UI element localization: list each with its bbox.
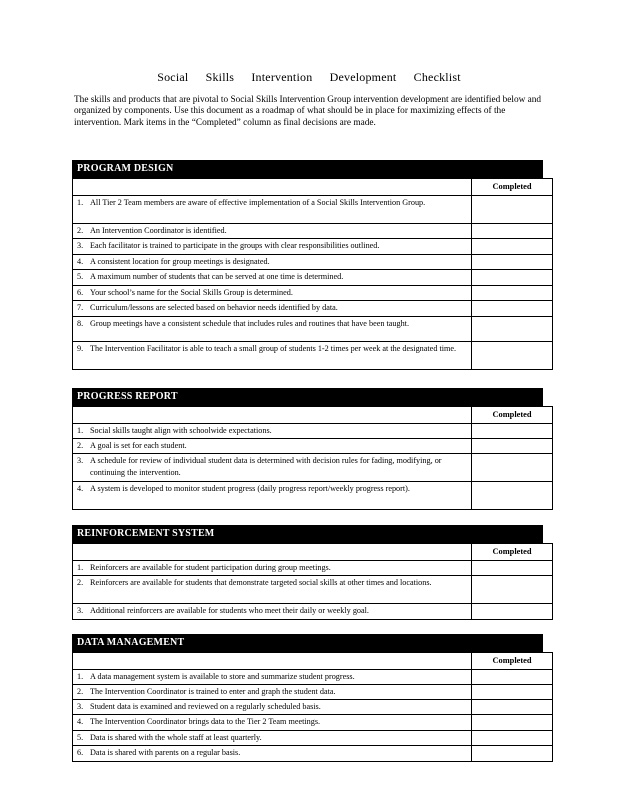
checklist-item [73, 715, 472, 731]
checklist-item [73, 196, 472, 224]
checklist-item [73, 439, 472, 454]
item-number: 5. [77, 733, 84, 742]
completed-checkbox-cell[interactable] [472, 746, 553, 762]
completed-checkbox-cell[interactable] [472, 255, 553, 270]
checklist-item [73, 454, 472, 482]
header-blank-cell [73, 407, 472, 424]
item-text: A goal is set for each student. [90, 441, 187, 450]
completed-checkbox-cell[interactable] [472, 224, 553, 239]
item-text: All Tier 2 Team members are aware of effective implementation of a Social Skills Intervention Group. [90, 198, 426, 207]
item-number: 2. [77, 687, 84, 696]
table-row [73, 342, 553, 370]
completed-checkbox-cell[interactable] [472, 342, 553, 370]
item-text: The Intervention Facilitator is able to teach a small group of students 1-2 times per week at the designated time. [90, 344, 457, 353]
completed-checkbox-cell[interactable] [472, 270, 553, 286]
item-number: 2. [77, 226, 84, 235]
completed-column-header: Completed [472, 544, 553, 561]
item-number: 3. [77, 456, 84, 465]
table-row [73, 286, 553, 301]
completed-checkbox-cell[interactable] [472, 685, 553, 700]
completed-checkbox-cell[interactable] [472, 700, 553, 715]
item-number: 1. [77, 198, 84, 207]
item-text: An Intervention Coordinator is identified. [90, 226, 227, 235]
completed-checkbox-cell[interactable] [472, 482, 553, 510]
section-heading: PROGRESS REPORT [72, 388, 543, 406]
checklist-item [73, 317, 472, 342]
table-header-row [73, 544, 553, 561]
item-text: Student data is examined and reviewed on a regularly scheduled basis. [90, 702, 321, 711]
section-heading: DATA MANAGEMENT [72, 634, 543, 652]
table-row [73, 224, 553, 239]
item-number: 4. [77, 257, 84, 266]
checklist-item [73, 482, 472, 510]
table-row [73, 424, 553, 439]
header-blank-cell [73, 653, 472, 670]
item-text: A maximum number of students that can be served at one time is determined. [90, 272, 344, 281]
item-number: 7. [77, 303, 84, 312]
table-row [73, 746, 553, 762]
completed-checkbox-cell[interactable] [472, 731, 553, 746]
document-title: Social Skills Intervention Development Checklist [157, 70, 461, 84]
table-header-row [73, 407, 553, 424]
item-text: Data is shared with the whole staff at least quarterly. [90, 733, 262, 742]
table-row [73, 270, 553, 286]
checklist-item [73, 224, 472, 239]
table-row [73, 317, 553, 342]
item-number: 4. [77, 484, 84, 493]
item-number: 3. [77, 606, 84, 615]
completed-checkbox-cell[interactable] [472, 424, 553, 439]
table-row [73, 731, 553, 746]
header-blank-cell [73, 544, 472, 561]
table-row [73, 454, 553, 482]
checklist-item [73, 700, 472, 715]
table-row [73, 301, 553, 317]
table-row [73, 239, 553, 255]
checklist-item [73, 286, 472, 301]
checklist-table [72, 652, 553, 762]
table-row [73, 576, 553, 604]
intro-paragraph: The skills and products that are pivotal to Social Skills Intervention Group intervention development are identified below and organized by components. Use this document as a roadmap of what should be in place for maximizing effects of the intervention. Mark items in the “Completed” column as final decisions are made. [74, 95, 542, 128]
checklist-item [73, 255, 472, 270]
table-row [73, 685, 553, 700]
item-text: Reinforcers are available for student participation during group meetings. [90, 563, 331, 572]
item-text: Reinforcers are available for students that demonstrate targeted social skills at other times and locations. [90, 578, 432, 587]
table-header-row [73, 653, 553, 670]
completed-column-header: Completed [472, 179, 553, 196]
item-number: 4. [77, 717, 84, 726]
checklist-table [72, 178, 553, 370]
item-number: 2. [77, 578, 84, 587]
completed-checkbox-cell[interactable] [472, 301, 553, 317]
table-header-row [73, 179, 553, 196]
table-row [73, 670, 553, 685]
item-text: Each facilitator is trained to participate in the groups with clear responsibilities outlined. [90, 241, 380, 250]
completed-checkbox-cell[interactable] [472, 715, 553, 731]
item-number: 6. [77, 288, 84, 297]
item-text: Group meetings have a consistent schedule that includes rules and routines that have been taught. [90, 319, 409, 328]
section-heading: PROGRAM DESIGN [72, 160, 543, 178]
item-number: 5. [77, 272, 84, 281]
item-number: 3. [77, 241, 84, 250]
item-text: Curriculum/lessons are selected based on behavior needs identified by data. [90, 303, 338, 312]
completed-checkbox-cell[interactable] [472, 576, 553, 604]
completed-column-header: Completed [472, 407, 553, 424]
checklist-item [73, 270, 472, 286]
checklist-item [73, 731, 472, 746]
checklist-table [72, 543, 553, 620]
item-text: Data is shared with parents on a regular basis. [90, 748, 241, 757]
section-data-management [72, 634, 543, 762]
checklist-item [73, 685, 472, 700]
item-number: 1. [77, 426, 84, 435]
header-blank-cell [73, 179, 472, 196]
table-row [73, 561, 553, 576]
section-reinforcement-system [72, 525, 543, 620]
section-program-design [72, 160, 543, 370]
item-text: A consistent location for group meetings is designated. [90, 257, 270, 266]
table-row [73, 439, 553, 454]
checklist-item [73, 301, 472, 317]
item-text: A system is developed to monitor student progress (daily progress report/weekly progress report). [90, 484, 410, 493]
section-heading: REINFORCEMENT SYSTEM [72, 525, 543, 543]
completed-checkbox-cell[interactable] [472, 561, 553, 576]
item-number: 8. [77, 319, 84, 328]
completed-checkbox-cell[interactable] [472, 196, 553, 224]
table-row [73, 482, 553, 510]
item-text: A data management system is available to store and summarize student progress. [90, 672, 355, 681]
table-row [73, 604, 553, 620]
item-number: 1. [77, 563, 84, 572]
checklist-table [72, 406, 553, 510]
checklist-item [73, 746, 472, 762]
item-number: 6. [77, 748, 84, 757]
checklist-item [73, 239, 472, 255]
completed-checkbox-cell[interactable] [472, 239, 553, 255]
item-number: 3. [77, 702, 84, 711]
item-text: Social skills taught align with schoolwide expectations. [90, 426, 272, 435]
checklist-item [73, 561, 472, 576]
table-row [73, 255, 553, 270]
item-number: 9. [77, 344, 84, 353]
table-row [73, 715, 553, 731]
checklist-item [73, 604, 472, 620]
checklist-item [73, 342, 472, 370]
table-row [73, 196, 553, 224]
completed-column-header: Completed [472, 653, 553, 670]
completed-checkbox-cell[interactable] [472, 286, 553, 301]
checklist-item [73, 576, 472, 604]
item-text: Additional reinforcers are available for students who meet their daily or weekly goal. [90, 606, 369, 615]
item-text: A schedule for review of individual student data is determined with decision rules for fading, modifying, or continuing the intervention. [90, 456, 442, 477]
item-text: Your school’s name for the Social Skills Group is determined. [90, 288, 293, 297]
completed-checkbox-cell[interactable] [472, 439, 553, 454]
table-row [73, 700, 553, 715]
completed-checkbox-cell[interactable] [472, 670, 553, 685]
item-number: 1. [77, 672, 84, 681]
checklist-item [73, 670, 472, 685]
completed-checkbox-cell[interactable] [472, 604, 553, 620]
item-number: 2. [77, 441, 84, 450]
completed-checkbox-cell[interactable] [472, 317, 553, 342]
checklist-item [73, 424, 472, 439]
item-text: The Intervention Coordinator is trained to enter and graph the student data. [90, 687, 336, 696]
item-text: The Intervention Coordinator brings data to the Tier 2 Team meetings. [90, 717, 321, 726]
section-progress-report [72, 388, 543, 510]
completed-checkbox-cell[interactable] [472, 454, 553, 482]
